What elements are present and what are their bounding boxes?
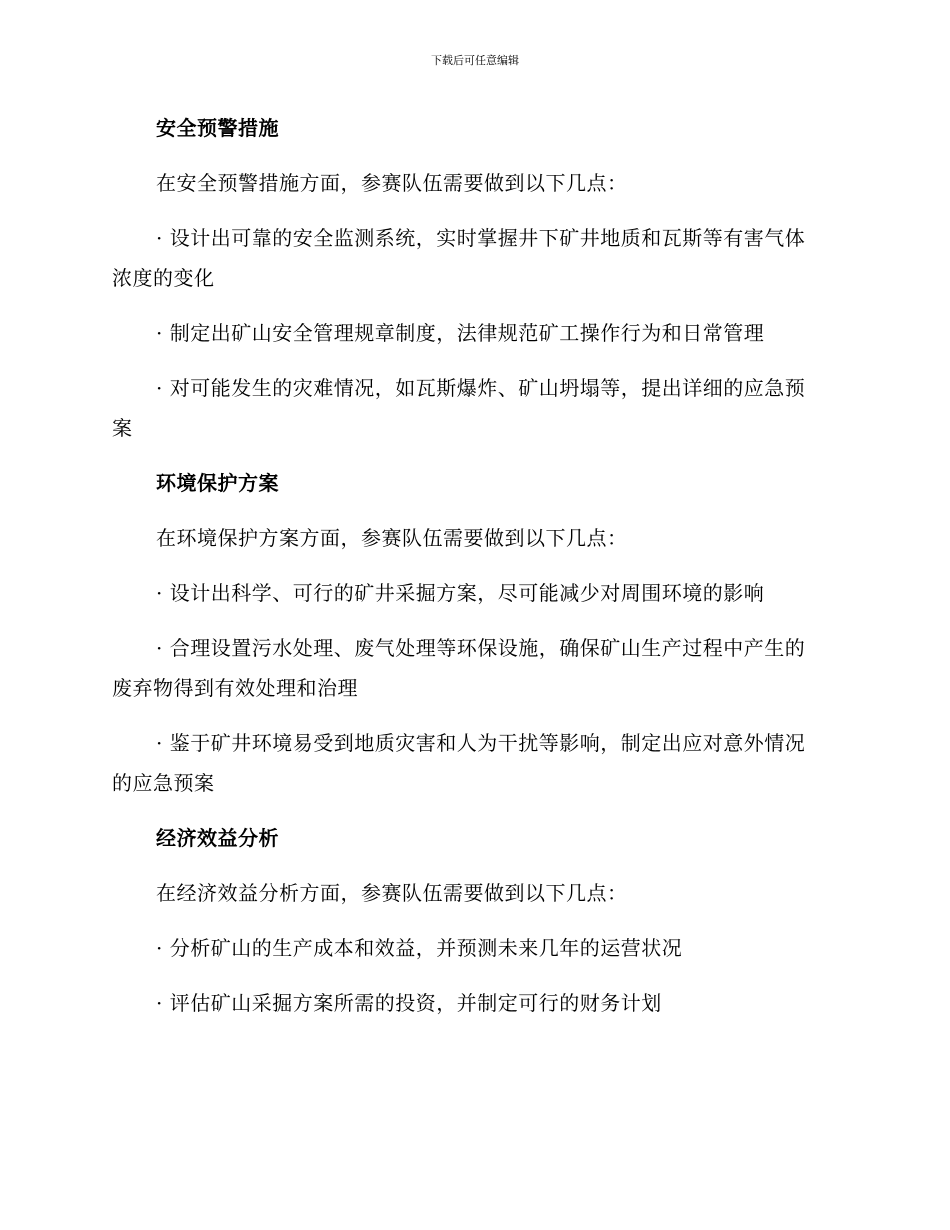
page-header: 下载后可任意编辑 (431, 54, 519, 67)
bullet-item: · 鉴于矿井环境易受到地质灾害和人为干扰等影响，制定出应对意外情况的应急预案 (112, 731, 806, 795)
bullet-item: · 合理设置污水处理、废气处理等环保设施，确保矿山生产过程中产生的废弃物得到有效处理和治理 (112, 636, 806, 700)
section-title: 经济效益分析 (156, 826, 279, 850)
bullet-item: · 评估矿山采掘方案所需的投资，并制定可行的财务计划 (156, 991, 662, 1015)
bullet-item: · 设计出可靠的安全监测系统，实时掌握井下矿井地质和瓦斯等有害气体浓度的变化 (112, 226, 806, 290)
bullet-item: · 设计出科学、可行的矿井采掘方案，尽可能减少对周围环境的影响 (156, 581, 765, 605)
section-title: 环境保护方案 (156, 471, 279, 495)
document-body (112, 108, 822, 1038)
section-intro: 在环境保护方案方面，参赛队伍需要做到以下几点： (156, 526, 628, 550)
bullet-item: · 对可能发生的灾难情况，如瓦斯爆炸、矿山坍塌等，提出详细的应急预案 (112, 376, 806, 440)
section-economic-analysis (112, 818, 822, 1023)
bullet-item: · 分析矿山的生产成本和效益，并预测未来几年的运营状况 (156, 936, 683, 960)
section-safety-warning (112, 108, 822, 448)
section-environment-protection (112, 463, 822, 803)
section-intro: 在安全预警措施方面，参赛队伍需要做到以下几点： (156, 171, 628, 195)
section-title: 安全预警措施 (156, 116, 279, 140)
section-intro: 在经济效益分析方面，参赛队伍需要做到以下几点： (156, 881, 628, 905)
bullet-item: · 制定出矿山安全管理规章制度，法律规范矿工操作行为和日常管理 (156, 321, 765, 345)
